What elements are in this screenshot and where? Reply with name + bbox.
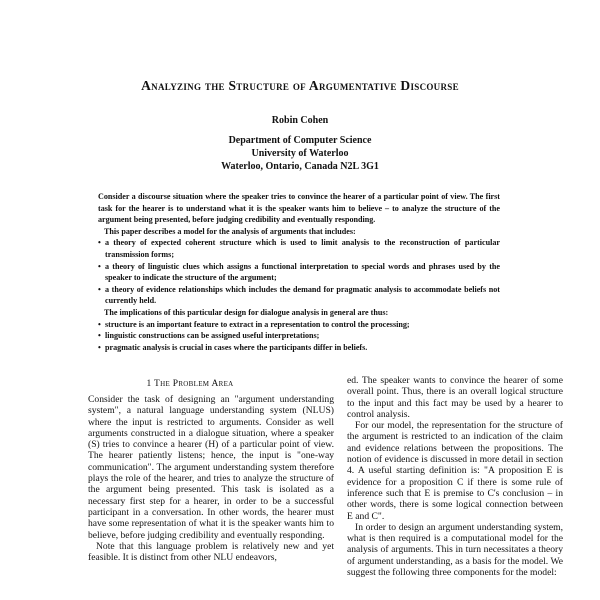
list-item: • linguistic constructions can be assigned useful interpretations; [98,330,500,342]
affiliation-university: University of Waterloo [251,148,349,159]
list-item: • a theory of expected coherent structure which is used to limit analysis to the reconstruction of particular transmission forms; [98,237,500,260]
abstract [98,191,500,353]
list-item: • a theory of linguistic clues which assigns a functional interpretation to special words and phrases used by the speaker to indicate the structure of the argument; [98,261,500,284]
affiliation-department: Department of Computer Science [228,135,372,146]
abstract-implications-list [98,319,500,354]
abstract-paragraph: Consider a discourse situation where the speaker tries to convince the hearer of a particular point of view. The first task for the hearer is to understand what it is the speaker wants him to believe – to analyze the structure of the argument being presented, before judging credibility and eventually responding. [98,192,500,225]
affiliation-address: Waterloo, Ontario, Canada N2L 3G1 [221,161,379,172]
body-paragraph: In order to design an argument understanding system, what is then required is a computational model for the analysis of arguments. This in turn necessitates a theory of argument understanding, as a basis for the model. We suggest the following three components for the model: [347,521,563,579]
list-item: • structure is an important feature to extract in a representation to control the processing; [98,319,500,331]
author-name: Robin Cohen [271,115,329,126]
section-heading: 1 The Problem Area [146,379,234,389]
paper-title: Analyzing the Structure of Argumentative Discourse [141,78,459,93]
body-paragraph: For our model, the representation for the structure of the argument is restricted to an indication of the claim and evidence relations between the propositions. The notion of evidence is discussed in more detail in section 4. A useful starting definition is: "A proposition E is evidence for a proposition C if there is some rule of inference such that E is premise to C's conclusion – in other words, there is some logical connection between E and C". [347,420,563,522]
body-column-right [347,375,563,600]
list-item: • a theory of evidence relationships which includes the demand for pragmatic analysis to accommodate beliefs not currently held. [98,284,500,307]
abstract-paragraph: The implications of this particular design for dialogue analysis in general are thus: [104,307,389,317]
author-affiliation [0,134,600,173]
body-paragraph: Consider the task of designing an "argument understanding system", a natural language understanding system (NLUS) where the input is restricted to arguments. Consider as well arguments constructed in a dialogue situation, where a speaker (S) tries to convince a hearer (H) of a particular point of view. The hearer patiently listens; hence, the input is "one-way communication". The argument understanding system therefore plays the role of the hearer, and tries to analyze the structure of the argument being presented. This task is isolated as a necessary first step for a hearer, in order to be a successful participant in a conversation. In other words, the hearer must have some representation of what it is the speaker wants him to believe, before judging credibility and eventually responding. [88,394,334,541]
list-item: • pragmatic analysis is crucial in cases where the participants differ in beliefs. [98,342,500,354]
abstract-model-list [98,237,500,307]
body-paragraph: Note that this language problem is relatively new and yet feasible. It is distinct from other NLU endeavors, [88,540,334,564]
body-column-left [88,394,334,600]
body-paragraph: ed. The speaker wants to convince the hearer of some overall point. Thus, there is an overall logical structure to the input and this fact may be used by a hearer to control analysis. [347,375,563,420]
abstract-paragraph: This paper describes a model for the analysis of arguments that includes: [104,226,356,236]
